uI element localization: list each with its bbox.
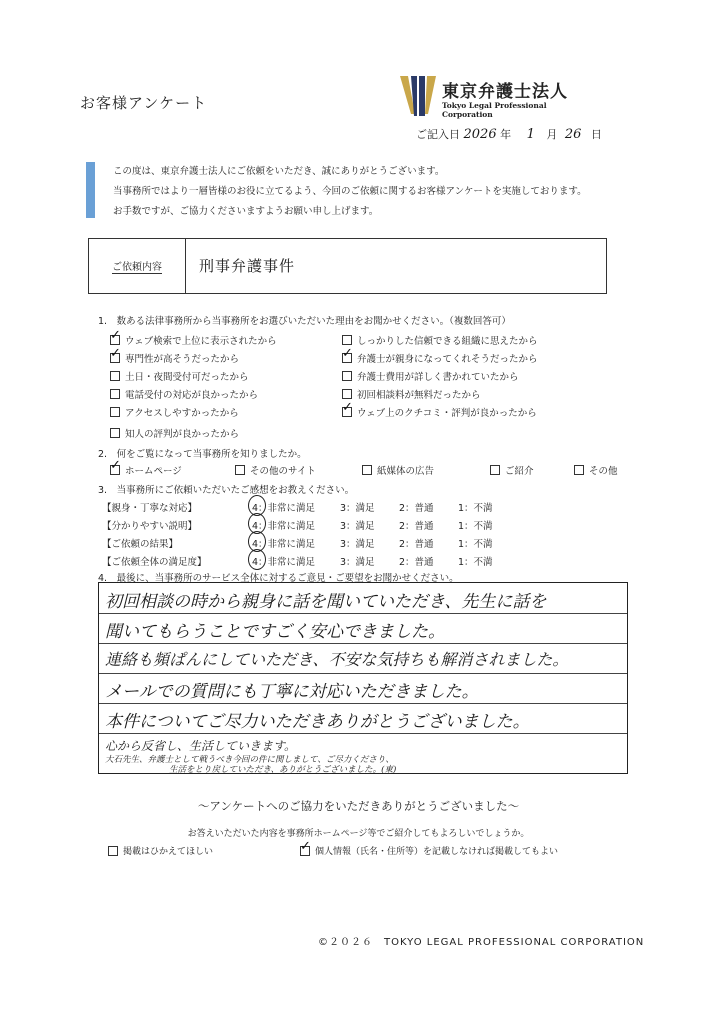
ruled-line [99,703,627,704]
checkbox[interactable] [362,465,372,475]
comment-line: 大石先生、弁護士として戦うべき今回の件に関しまして、ご尽力くださり、 [105,755,394,765]
checkbox[interactable] [110,335,120,345]
checkbox[interactable] [342,353,352,363]
date-year[interactable]: 2026 [463,127,497,142]
comment-line: 聞いてもらうことですごく安心できました。 [105,622,445,642]
rating-row-label: 【ご依頼全体の満足度】 [102,557,207,568]
rating-option-3[interactable]: 3：満足 [340,503,375,514]
rating-row-label: 【分かりやすい説明】 [102,521,198,532]
q1-option[interactable]: しっかりした信頼できる組織に思えたから [342,333,538,347]
permission-question: お答えいただいた内容を事務所ホームページ等でご紹介してもよろしいでしょうか。 [187,829,530,839]
q3-question: 3. 当事務所にご依頼いただいたご感想をお教えください。 [98,485,355,496]
q2-option[interactable]: その他 [574,463,618,477]
comment-line: メールでの質問にも丁寧に対応いただきました。 [105,682,479,702]
rating-row [102,500,522,514]
rating-option-4[interactable]: 4：非常に満足 [252,554,315,568]
checkbox[interactable] [342,407,352,417]
q1-option[interactable]: ✓ ウェブ検索で上位に表示されたから [110,333,277,347]
q1-option[interactable]: ✓ 弁護士が親身になってくれそうだったから [342,351,538,365]
checkbox[interactable] [574,465,584,475]
date-month[interactable]: 1 [526,127,535,142]
date-day[interactable]: 26 [564,127,582,142]
q2-option[interactable]: その他のサイト [235,463,316,477]
q1-option[interactable]: 電話受付の対応が良かったから [110,387,258,401]
checkbox[interactable] [108,846,118,856]
rating-option-3[interactable]: 3：満足 [340,539,375,550]
checkbox[interactable] [110,407,120,417]
rating-row-label: 【親身・丁寧な対応】 [102,503,198,514]
firm-name-en: Tokyo Legal Professional Corporation [442,101,547,119]
thanks-message: 〜アンケートへのご協力をいただきありがとうございました〜 [197,799,520,813]
intro-text [113,162,587,222]
date-day-unit: 日 [590,128,602,141]
q2-option[interactable]: 紙媒体の広告 [362,463,434,477]
comment-line: 本件についてご尽力いただきありがとうございました。 [105,712,530,732]
comment-line: 連絡も頻ぱんにしていただき、不安な気持ちも解消されました。 [105,650,569,669]
request-box [88,238,607,294]
q2-option[interactable]: ご紹介 [490,463,534,477]
intro-line: お手数ですが、ご協力くださいますようお願い申し上げます。 [113,206,379,217]
comment-line: 初回相談の時から親身に話を聞いていただき、先生に話を [105,592,547,612]
rating-row [102,518,522,532]
rating-option-3[interactable]: 3：満足 [340,557,375,568]
rating-option-1[interactable]: 1：不満 [458,557,493,568]
checkbox[interactable] [110,389,120,399]
q1-option[interactable]: ✓ ウェブ上のクチコミ・評判が良かったから [342,405,537,419]
checkbox[interactable] [300,846,310,856]
page-title: お客様アンケート [80,94,208,112]
copyright-footer: ©２０２６ TOKYO LEGAL PROFESSIONAL CORPORATION [318,937,645,948]
rating-option-2[interactable]: 2：普通 [399,521,434,532]
intro-line: 当事務所ではより一層皆様のお役に立てるよう、今回のご依頼に関するお客様アンケートを実施しております。 [113,186,587,197]
q1-option[interactable]: アクセスしやすかったから [110,405,239,419]
checkbox[interactable] [235,465,245,475]
ruled-line [99,643,627,644]
intro-accent-bar [86,162,95,218]
rating-row [102,536,522,550]
permission-option-decline[interactable]: 掲載はひかえてほしい [108,844,213,857]
date-month-unit: 月 [546,128,558,141]
q1-question: 1. 数ある法律事務所から当事務所をお選びいただいた理由をお聞かせください。（複数回答可） [98,316,511,327]
rating-option-1[interactable]: 1：不満 [458,503,493,514]
date-prefix: ご記入日 [416,128,460,141]
firm-logo-mark-icon [398,74,438,118]
ruled-line [99,673,627,674]
ruled-line [99,613,627,614]
request-value[interactable]: 刑事弁護事件 [199,257,296,275]
checkbox[interactable] [342,389,352,399]
ruled-line [99,733,627,734]
checkbox[interactable] [110,465,120,475]
checkbox[interactable] [110,353,120,363]
checkbox[interactable] [110,371,120,381]
q1-option[interactable]: 土日・夜間受付可だったから [110,369,249,383]
rating-option-3[interactable]: 3：満足 [340,521,375,532]
comment-line: 生活をとり戻していただき、ありがとうございました。(東) [169,765,397,775]
rating-option-4[interactable]: 4：非常に満足 [252,518,315,532]
rating-option-4[interactable]: 4：非常に満足 [252,536,315,550]
q4-question: 4. 最後に、当事務所のサービス全体に対するご意見・ご要望をお聞かせください。 [98,573,459,584]
date-year-unit: 年 [500,128,512,141]
checkbox[interactable] [110,428,120,438]
rating-option-2[interactable]: 2：普通 [399,539,434,550]
rating-option-2[interactable]: 2：普通 [399,503,434,514]
checkbox[interactable] [490,465,500,475]
firm-logo [398,74,598,122]
comment-textarea[interactable] [98,582,628,774]
q1-option[interactable]: ✓ 専門性が高そうだったから [110,351,239,365]
checkbox[interactable] [342,371,352,381]
checkbox[interactable] [342,335,352,345]
q1-option[interactable]: 弁護士費用が詳しく書かれていたから [342,369,519,383]
comment-line: 心から反省し、生活していきます。 [105,739,297,753]
rating-row-label: 【ご依頼の結果】 [102,539,179,550]
intro-line: この度は、東京弁護士法人にご依頼をいただき、誠にありがとうございます。 [113,166,445,177]
rating-option-1[interactable]: 1：不満 [458,521,493,532]
firm-name: 東京弁護士法人 [442,82,568,102]
entry-date [416,126,602,142]
q1-option[interactable]: 初回相談料が無料だったから [342,387,481,401]
q1-option[interactable]: 知人の評判が良かったから [110,426,239,440]
q2-question: 2. 何をご覧になって当事務所を知りましたか。 [98,449,307,460]
permission-option-allow[interactable]: ✓ 個人情報（氏名・住所等）を記載しなければ掲載してもよい [300,844,558,857]
q2-option[interactable]: ✓ ホームページ [110,463,182,477]
rating-row [102,554,522,568]
rating-option-2[interactable]: 2：普通 [399,557,434,568]
rating-option-1[interactable]: 1：不満 [458,539,493,550]
rating-option-4[interactable]: 4：非常に満足 [252,500,315,514]
request-label: ご依頼内容 [89,239,186,293]
selection-circle [248,549,266,570]
